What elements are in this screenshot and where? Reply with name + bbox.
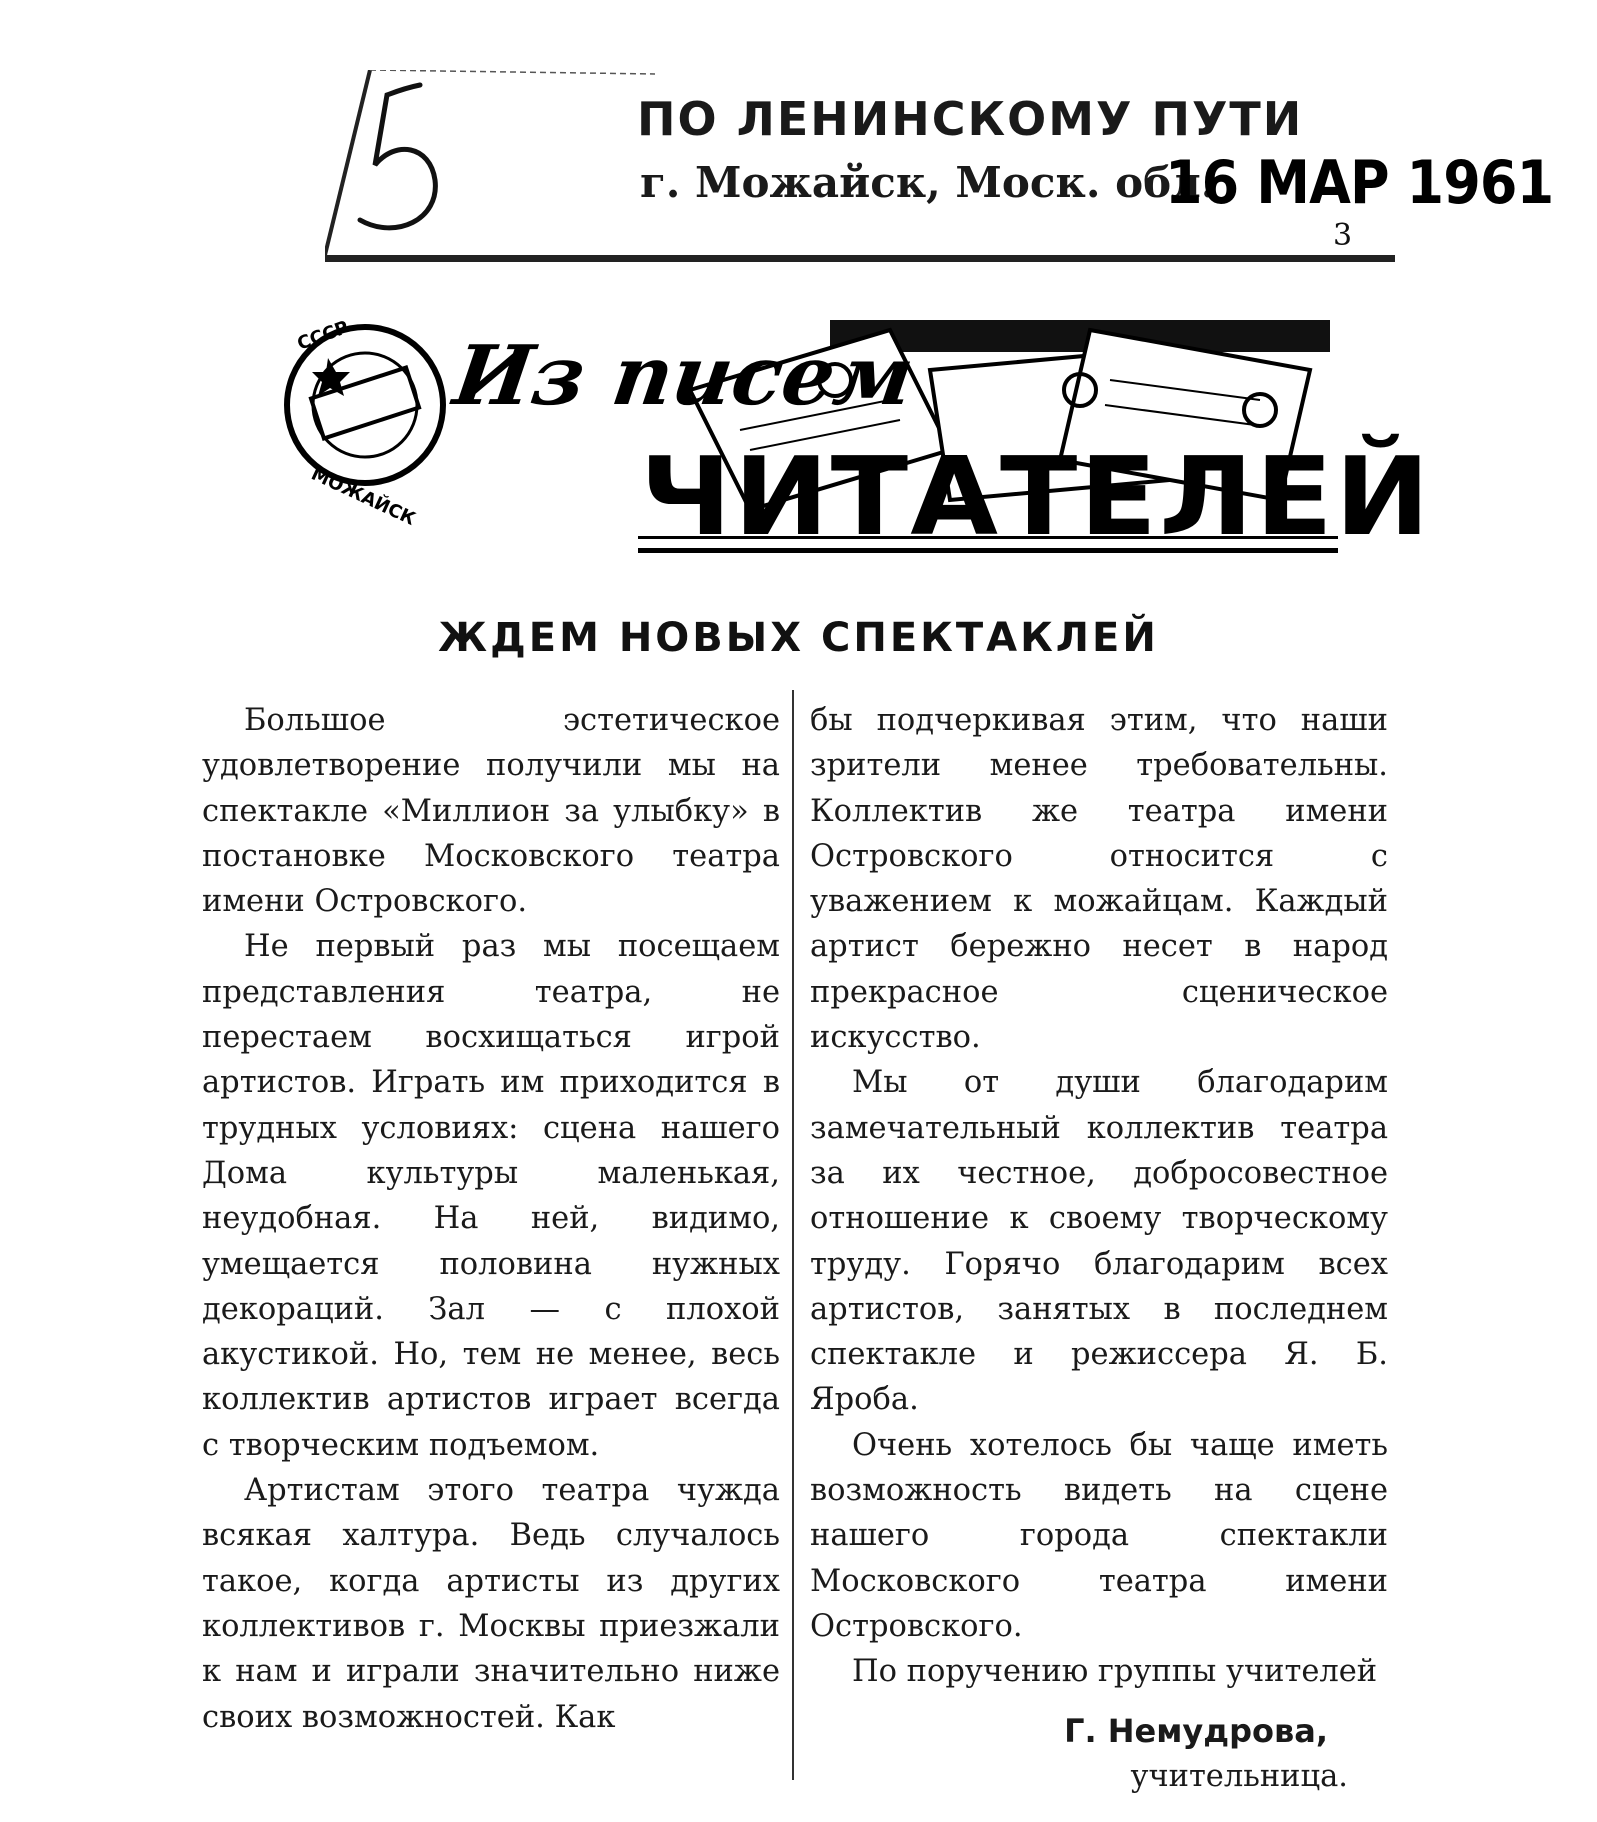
paragraph: Большое эстетическое удовлетворение получили мы на спектакле «Миллион за улыбку» в постановке Московского театра имени Островского.	[202, 703, 780, 920]
svg-text:СССР: СССР	[294, 316, 352, 355]
newspaper-title: ПО ЛЕНИНСКОМУ ПУТИ	[637, 92, 1304, 146]
date-stamp: 16 МАР 1961	[1165, 148, 1554, 218]
paragraph: По поручению группы учителей	[852, 1654, 1378, 1690]
handwritten-number-mark	[325, 70, 665, 270]
author-role: учительница.	[1130, 1758, 1348, 1794]
rubric-script-title: Из писем	[448, 328, 920, 424]
article-headline: ЖДЕМ НОВЫХ СПЕКТАКЛЕЙ	[438, 615, 1159, 661]
page-number: 3	[1333, 218, 1353, 253]
paragraph: Мы от души благодарим замечательный коллектив театра за их честное, добросовестное отношение к своему творческому труду. Горячо благодарим всех артистов, занятых в последнем спектакле и режиссера Я. Б. Яроба.	[810, 1065, 1388, 1418]
paragraph: бы подчеркивая этим, что наши зрители менее требовательны. Коллектив же театра имени Островского относится с уважением к можайцам. Каждый артист бережно несет в народ прекрасное сценическое искусство.	[810, 703, 1388, 1056]
author-signature: Г. Немудрова,	[1064, 1711, 1328, 1750]
postmark-stamp-icon	[287, 317, 443, 530]
clipping-header	[325, 70, 1554, 270]
paragraph: Очень хотелось бы чаще иметь возможность видеть на сцене нашего города спектакли Московского театра имени Островского.	[810, 1427, 1388, 1644]
column-divider	[792, 690, 794, 1780]
rubric-banner	[270, 310, 1432, 560]
newspaper-place: г. Можайск, Моск. обл.	[640, 158, 1216, 207]
svg-text:МОЖАЙСК: МОЖАЙСК	[307, 463, 419, 530]
article-column-left	[202, 698, 780, 1740]
article-column-right	[810, 698, 1388, 1799]
header-divider	[325, 255, 1395, 262]
paragraph: Артистам этого театра чужда всякая халтура. Ведь случалось такое, когда артисты из других коллективов г. Москвы приезжали к нам и играли значительно ниже своих возможностей. Как	[202, 1473, 780, 1735]
paragraph: Не первый раз мы посещаем представления театра, не перестаем восхищаться игрой артистов. Играть им приходится в трудных условиях: сцена нашего Дома культуры маленькая, неудобная. На ней, видимо, умещается половина нужных декораций. Зал — с плохой акустикой. Но, тем не менее, весь коллектив артистов играет всегда с творческим подъемом.	[202, 929, 780, 1463]
rubric-main-title: ЧИТАТЕЛЕЙ	[640, 435, 1432, 560]
